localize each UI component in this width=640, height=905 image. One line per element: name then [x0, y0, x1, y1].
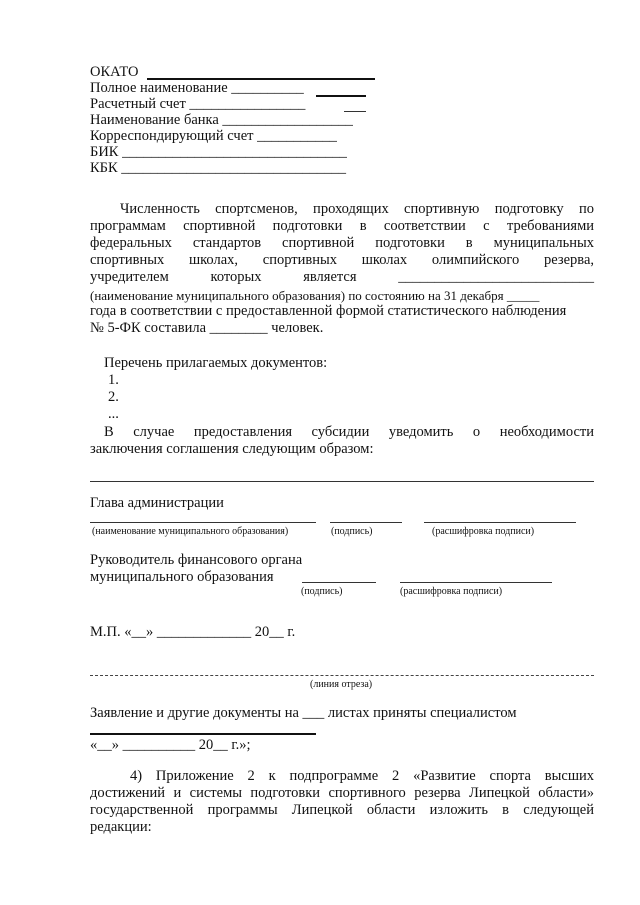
notice-line: В случае предоставления субсидии уведомить о необходимости — [104, 424, 594, 440]
list-item: ... — [108, 406, 119, 422]
list-item: 2. — [108, 389, 119, 405]
amendment-line: редакции: — [90, 819, 152, 835]
signature-line — [330, 522, 402, 523]
attachments-title: Перечень прилагаемых документов: — [104, 355, 328, 371]
corr-account-line: Корреспондирующий счет ___________ — [90, 128, 337, 144]
signature-decode-caption: (расшифровка подписи) — [400, 586, 503, 597]
paragraph-line: года в соответствии с предоставленной формой статистического наблюдения — [90, 303, 567, 319]
municipality-name-line — [90, 522, 316, 523]
notice-line: заключения соглашения следующим образом: — [90, 441, 374, 457]
finance-head-title: Руководитель финансового органа — [90, 552, 303, 568]
signature-decode-line — [424, 522, 576, 523]
municipality-name-caption: (наименование муниципального образования) — [92, 526, 289, 537]
finance-head-title-2: муниципального образования — [90, 569, 274, 585]
signature-line — [302, 582, 376, 583]
okato-label: ОКАТО — [90, 64, 139, 80]
kbk-line: КБК _______________________________ — [90, 160, 347, 176]
list-item: 1. — [108, 372, 119, 388]
head-admin-title: Глава администрации — [90, 495, 224, 511]
signature-caption: (подпись) — [331, 526, 373, 537]
paragraph-line: № 5-ФК составила ________ человек. — [90, 320, 324, 336]
stamp-date-line: М.П. «__» _____________ 20__ г. — [90, 624, 296, 640]
account-line: Расчетный счет ________________ — [90, 96, 306, 112]
amendment-line: государственной программы Липецкой области изложить в следующей — [90, 802, 594, 818]
signature-caption: (подпись) — [301, 586, 343, 597]
amendment-line: достижений и системы подготовки спортивного резерва Липецкой области» — [90, 785, 594, 801]
paragraph-line: спортивных школах, спортивных школах олимпийского резерва, — [90, 252, 594, 268]
receipt-line: Заявление и другие документы на ___ листах приняты специалистом — [90, 705, 517, 721]
signature-decode-caption: (расшифровка подписи) — [432, 526, 535, 537]
full-name-fill-line — [316, 95, 366, 97]
paragraph-line: программам спортивной подготовки в соответствии с требованиями — [90, 218, 594, 234]
cut-line — [90, 675, 594, 676]
bik-line: БИК _______________________________ — [90, 144, 347, 160]
amendment-line: 4) Приложение 2 к подпрограмме 2 «Развитие спорта высших — [130, 768, 594, 784]
cut-line-caption: (линия отреза) — [310, 679, 373, 690]
notice-fill-line — [90, 481, 594, 482]
paragraph-line: учредителем которых является ___________________________ — [90, 269, 594, 285]
receipt-date-line: «__» __________ 20__ г.»; — [90, 737, 251, 753]
paragraph-line: федеральных стандартов спортивной подготовки в муниципальных — [90, 235, 594, 251]
signature-decode-line — [400, 582, 552, 583]
paragraph-line: Численность спортсменов, проходящих спортивную подготовку по — [120, 201, 594, 217]
full-name-line: Полное наименование __________ — [90, 80, 304, 96]
specialist-fill-line — [90, 733, 316, 735]
paragraph-line: (наименование муниципального образования) по состоянию на 31 декабря _____ — [90, 288, 540, 303]
bank-name-line: Наименование банка __________________ — [90, 112, 353, 128]
